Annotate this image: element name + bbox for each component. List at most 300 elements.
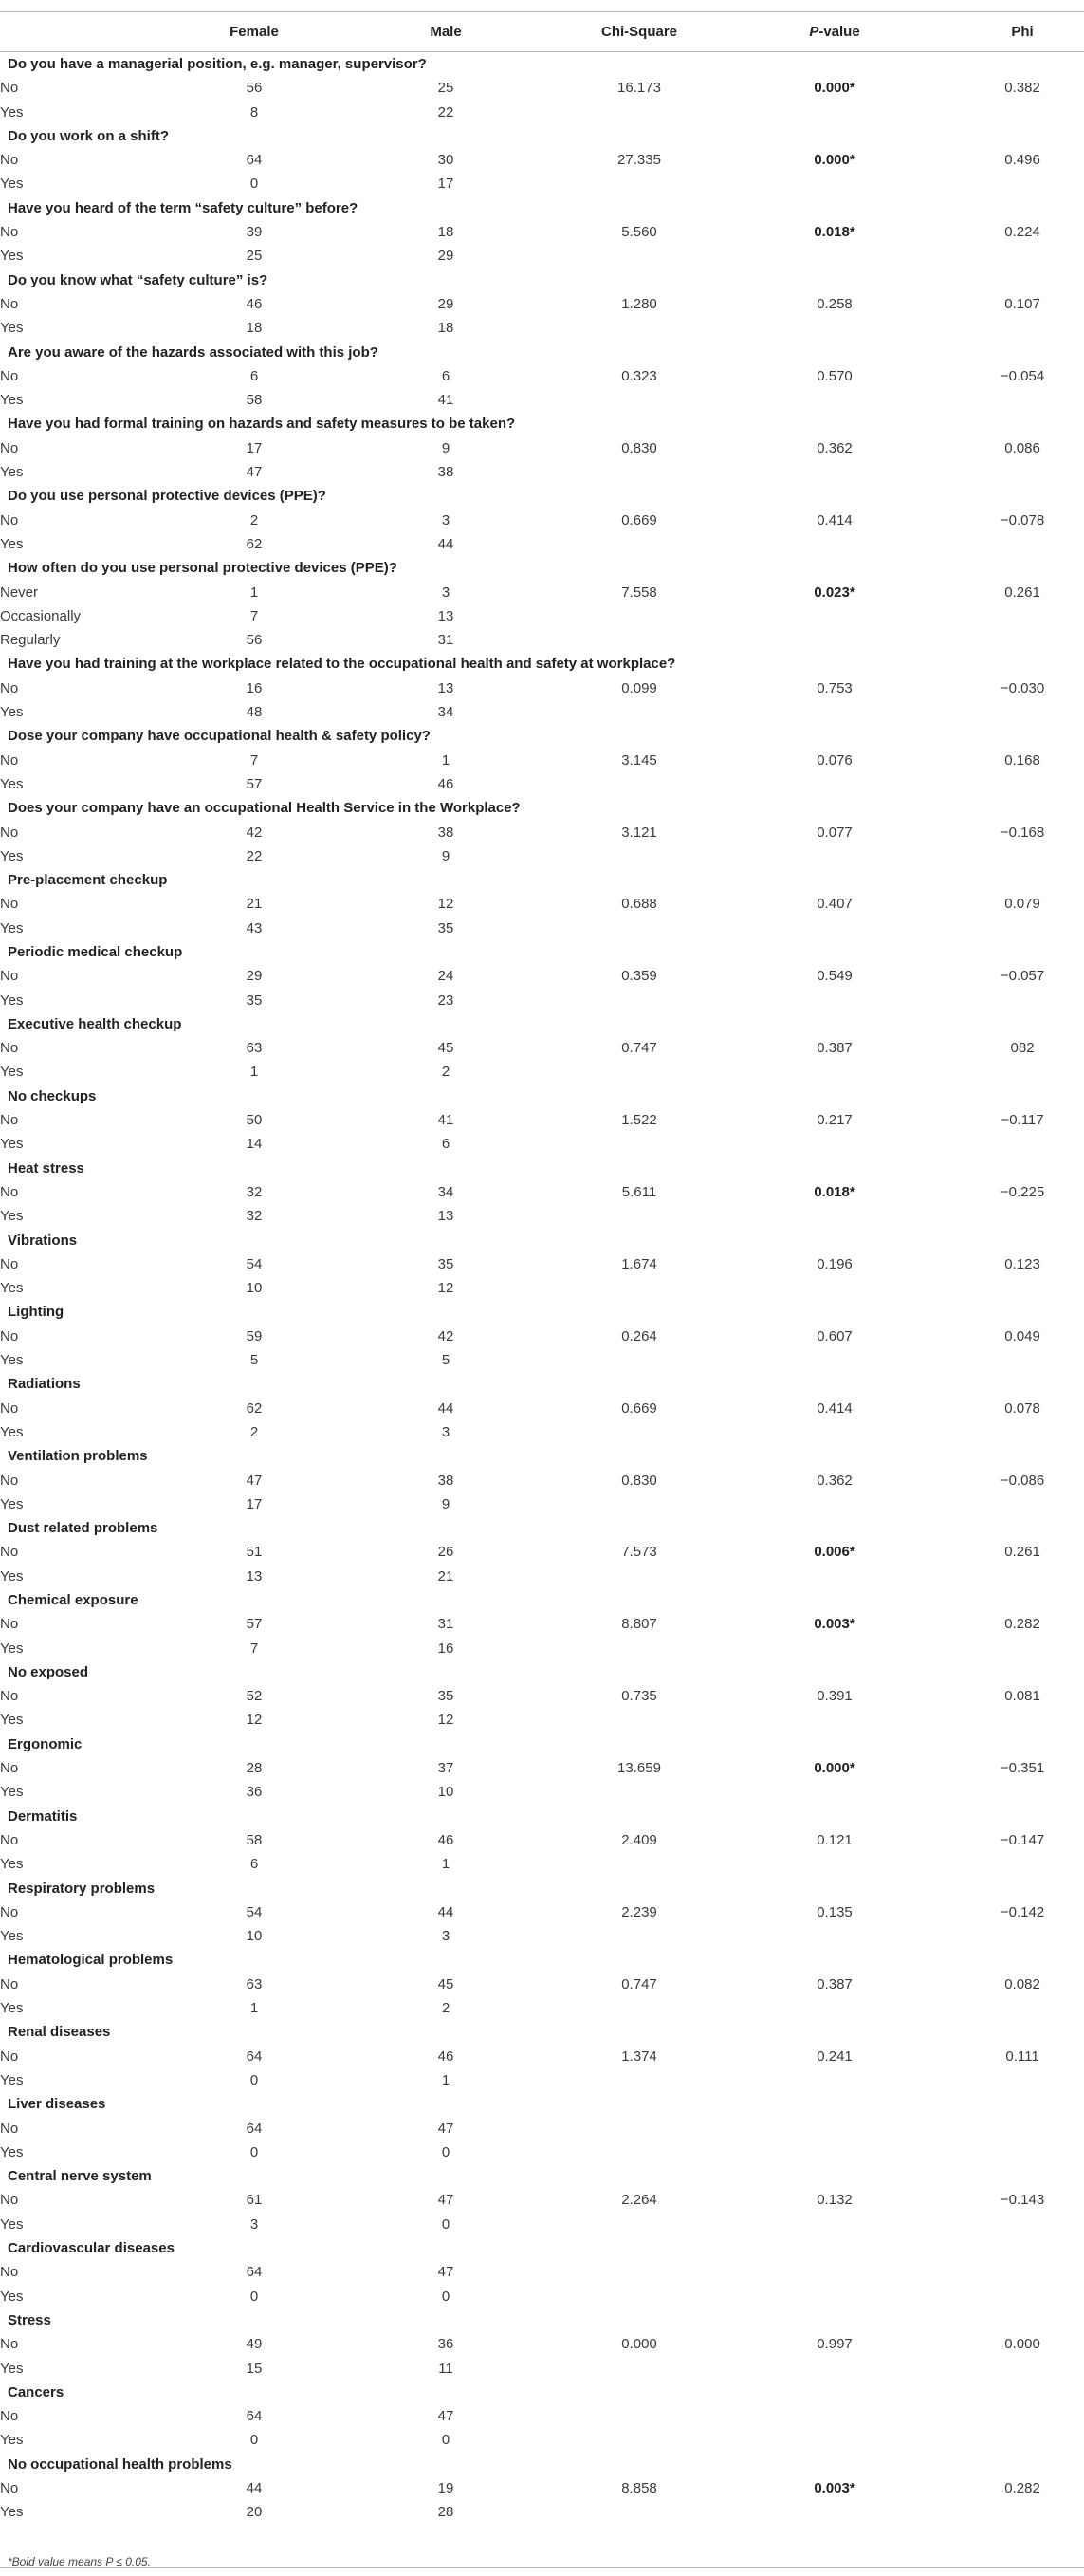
male-count: 26 (437, 1544, 454, 1561)
female-count: 0 (249, 2071, 259, 2088)
question-row (0, 2453, 1084, 2476)
table-row (0, 1637, 1084, 1660)
male-count: 29 (437, 295, 454, 312)
female-count: 58 (246, 1831, 263, 1848)
female-count: 51 (246, 1544, 263, 1561)
p-value (721, 1492, 910, 1516)
chi-square-value (531, 460, 721, 484)
p-value: 0.135 (817, 1903, 853, 1920)
row-label: Yes (0, 464, 24, 481)
p-value (721, 1780, 910, 1804)
female-count: 63 (246, 1975, 263, 1992)
header-p-italic: P (809, 24, 819, 40)
table-bottom-rule (0, 2567, 1084, 2568)
chi-square-value: 0.830 (621, 439, 657, 456)
question-row (0, 652, 1084, 676)
phi-value (910, 628, 1084, 652)
male-count: 35 (437, 1688, 454, 1705)
male-count: 0 (441, 2143, 450, 2160)
table-row (0, 1828, 1084, 1852)
male-count: 38 (437, 824, 454, 841)
chi-square-value: 0.264 (621, 1327, 657, 1344)
table-row (0, 1420, 1084, 1444)
female-count: 48 (246, 704, 263, 721)
male-count: 34 (437, 1183, 454, 1200)
male-count: 12 (437, 1280, 454, 1297)
p-value (721, 460, 910, 484)
phi-value (910, 460, 1084, 484)
table-row (0, 1756, 1084, 1780)
header-female: Female (230, 24, 279, 40)
chi-square-value: 27.335 (617, 152, 661, 169)
p-value (721, 532, 910, 556)
female-count: 25 (246, 248, 263, 265)
chi-square-value (531, 2213, 721, 2236)
phi-value: −0.143 (1000, 2192, 1045, 2209)
table-row (0, 220, 1084, 244)
table-row (0, 2045, 1084, 2068)
chi-square-value (531, 101, 721, 124)
male-count: 13 (437, 1208, 454, 1225)
question-text: Have you had training at the workplace related to the occupational health and safety at workplace? (8, 656, 676, 673)
female-count: 2 (249, 1423, 259, 1440)
question-row (0, 484, 1084, 508)
p-value: 0.003* (814, 1616, 855, 1633)
p-value: 0.753 (817, 679, 853, 696)
p-value (721, 700, 910, 724)
female-count: 54 (246, 1903, 263, 1920)
table-row (0, 460, 1084, 484)
table-row (0, 1996, 1084, 2020)
question-row (0, 1516, 1084, 1540)
p-value: 0.607 (817, 1327, 853, 1344)
male-count: 41 (437, 392, 454, 409)
question-text: Vibrations (8, 1232, 78, 1249)
male-count: 47 (437, 2120, 454, 2137)
phi-value: −0.086 (1000, 1472, 1045, 1489)
phi-value (910, 1996, 1084, 2020)
chi-square-value: 1.374 (621, 2048, 657, 2065)
male-count: 44 (437, 535, 454, 552)
table-row (0, 604, 1084, 628)
question-text: Dose your company have occupational health & safety policy? (8, 728, 431, 745)
phi-value (910, 1060, 1084, 1084)
phi-value (910, 1492, 1084, 1516)
p-value: 0.387 (817, 1975, 853, 1992)
male-count: 44 (437, 1399, 454, 1417)
row-label: Yes (0, 1567, 24, 1585)
row-label: Yes (0, 704, 24, 721)
male-count: 38 (437, 464, 454, 481)
row-label: Yes (0, 1856, 24, 1873)
chi-square-value (531, 388, 721, 412)
table-row (0, 1397, 1084, 1420)
question-row (0, 1012, 1084, 1036)
female-count: 57 (246, 775, 263, 792)
phi-value: 0.111 (1005, 2048, 1039, 2065)
phi-value (910, 1204, 1084, 1228)
chi-square-value (531, 1996, 721, 2020)
table-row (0, 1276, 1084, 1300)
question-row (0, 2164, 1084, 2188)
question-text: Do you know what “safety culture” is? (8, 271, 268, 288)
row-label: Yes (0, 2360, 24, 2377)
male-count: 3 (441, 1423, 450, 1440)
p-value (721, 844, 910, 868)
phi-value: 0.282 (1004, 2479, 1040, 2496)
p-value (721, 628, 910, 652)
table-row (0, 2332, 1084, 2356)
phi-value (910, 604, 1084, 628)
header-p-value (809, 24, 859, 40)
row-label: No (0, 824, 19, 841)
phi-value (910, 1348, 1084, 1372)
question-row (0, 2381, 1084, 2404)
male-count: 5 (441, 1352, 450, 1369)
p-value (721, 917, 910, 940)
question-row (0, 1588, 1084, 1612)
female-count: 56 (246, 632, 263, 649)
female-count: 21 (246, 896, 263, 913)
female-count: 1 (249, 1064, 259, 1081)
phi-value: −0.225 (1000, 1183, 1045, 1200)
question-row (0, 2020, 1084, 2044)
female-count: 64 (246, 2048, 263, 2065)
male-count: 11 (438, 2360, 453, 2377)
female-count: 3 (249, 2215, 259, 2233)
male-count: 2 (441, 2000, 450, 2017)
male-count: 0 (441, 2288, 450, 2305)
row-label: No (0, 679, 19, 696)
chi-square-value (531, 628, 721, 652)
table-row (0, 989, 1084, 1012)
table-row (0, 2357, 1084, 2381)
female-count: 54 (246, 1255, 263, 1272)
p-value (721, 1420, 910, 1444)
row-label: No (0, 1831, 19, 1848)
p-value (721, 989, 910, 1012)
table-row (0, 1204, 1084, 1228)
table-row (0, 436, 1084, 460)
phi-value: −0.168 (1000, 824, 1045, 841)
chi-square-value: 1.280 (621, 295, 657, 312)
female-count: 44 (246, 2479, 263, 2496)
question-text: Chemical exposure (8, 1592, 138, 1608)
male-count: 21 (437, 1567, 454, 1585)
female-count: 22 (246, 847, 263, 864)
row-label: No (0, 1616, 19, 1633)
chi-square-value: 1.674 (621, 1255, 657, 1272)
female-count: 6 (249, 1856, 259, 1873)
male-count: 46 (437, 2048, 454, 2065)
question-row (0, 124, 1084, 148)
female-count: 20 (246, 2504, 263, 2521)
question-row (0, 196, 1084, 220)
male-count: 1 (441, 2071, 450, 2088)
question-text: Have you heard of the term “safety culture” before? (8, 199, 358, 216)
row-label: Yes (0, 2215, 24, 2233)
table-row (0, 772, 1084, 796)
p-value (721, 772, 910, 796)
chi-square-value: 7.558 (621, 584, 657, 601)
table-row (0, 1900, 1084, 1924)
male-count: 12 (437, 1712, 454, 1729)
phi-value (910, 2428, 1084, 2452)
row-label: Yes (0, 248, 24, 265)
female-count: 64 (246, 2264, 263, 2281)
question-row (0, 2308, 1084, 2332)
table-body (0, 52, 1084, 2525)
p-value: 0.407 (817, 896, 853, 913)
male-count: 47 (437, 2264, 454, 2281)
table-row (0, 892, 1084, 916)
question-row (0, 1157, 1084, 1180)
question-row (0, 1733, 1084, 1756)
table-row (0, 1852, 1084, 1876)
p-value (721, 2500, 910, 2524)
chi-square-value (531, 2404, 721, 2428)
p-value: 0.121 (817, 1831, 853, 1848)
question-row (0, 1300, 1084, 1324)
table-row (0, 2117, 1084, 2140)
table-row (0, 244, 1084, 268)
phi-value (910, 2068, 1084, 2092)
phi-value (910, 2260, 1084, 2284)
p-value (721, 1204, 910, 1228)
p-value (721, 2357, 910, 2381)
table-row (0, 844, 1084, 868)
table-row (0, 1252, 1084, 1276)
row-label: Yes (0, 991, 24, 1009)
row-label: No (0, 152, 19, 169)
p-value: 0.217 (817, 1112, 853, 1129)
chi-square-value: 0.000 (621, 2336, 657, 2353)
p-value: 0.018* (814, 224, 855, 241)
row-label: No (0, 1975, 19, 1992)
question-text: Ventilation problems (8, 1448, 148, 1465)
question-text: How often do you use personal protective devices (PPE)? (8, 560, 397, 577)
male-count: 28 (437, 2504, 454, 2521)
female-count: 49 (246, 2336, 263, 2353)
table-row (0, 2404, 1084, 2428)
male-count: 6 (441, 367, 450, 384)
row-label: No (0, 1112, 19, 1129)
p-value (721, 1924, 910, 1948)
question-text: Liver diseases (8, 2096, 106, 2113)
table-row (0, 1540, 1084, 1564)
male-count: 41 (437, 1112, 454, 1129)
row-label: Yes (0, 392, 24, 409)
male-count: 42 (437, 1327, 454, 1344)
table-row (0, 2500, 1084, 2524)
male-count: 3 (441, 511, 450, 528)
p-value (721, 101, 910, 124)
male-count: 45 (437, 1040, 454, 1057)
male-count: 3 (441, 584, 450, 601)
phi-value: −0.142 (1000, 1903, 1045, 1920)
chi-square-value (531, 604, 721, 628)
row-label: No (0, 896, 19, 913)
p-value: 0.387 (817, 1040, 853, 1057)
phi-value: 0.086 (1004, 439, 1040, 456)
chi-square-value: 0.830 (621, 1472, 657, 1489)
question-text: Dermatitis (8, 1807, 78, 1825)
male-count: 34 (437, 704, 454, 721)
question-text: Do you work on a shift? (8, 127, 170, 144)
male-count: 19 (437, 2479, 454, 2496)
row-label: Yes (0, 847, 24, 864)
male-count: 0 (441, 2432, 450, 2449)
table-row (0, 509, 1084, 532)
question-text: Cardiovascular diseases (8, 2240, 175, 2257)
row-label: Yes (0, 2288, 24, 2305)
male-count: 18 (437, 320, 454, 337)
chi-square-value (531, 1565, 721, 1588)
phi-value: 0.079 (1004, 896, 1040, 913)
chi-square-value: 0.735 (621, 1688, 657, 1705)
phi-value (910, 772, 1084, 796)
female-count: 32 (246, 1208, 263, 1225)
male-count: 35 (437, 1255, 454, 1272)
phi-value (910, 532, 1084, 556)
chi-square-value (531, 1780, 721, 1804)
p-value (721, 1708, 910, 1732)
phi-value (910, 2404, 1084, 2428)
phi-value: −0.147 (1000, 1831, 1045, 1848)
table-row (0, 388, 1084, 412)
table-row (0, 1973, 1084, 1996)
p-value (721, 172, 910, 195)
phi-value (910, 244, 1084, 268)
chi-square-value: 0.099 (621, 679, 657, 696)
p-value: 0.997 (817, 2336, 853, 2353)
chi-square-value: 1.522 (621, 1112, 657, 1129)
phi-value: −0.078 (1000, 511, 1045, 528)
male-count: 9 (441, 439, 450, 456)
row-label: Yes (0, 2504, 24, 2521)
p-value: 0.414 (817, 511, 853, 528)
chi-square-value (531, 2500, 721, 2524)
question-row (0, 940, 1084, 964)
table-row (0, 76, 1084, 100)
male-count: 16 (437, 1640, 454, 1657)
p-value: 0.258 (817, 295, 853, 312)
table-row (0, 1036, 1084, 1060)
row-label: No (0, 1760, 19, 1777)
table-row (0, 316, 1084, 340)
header-male: Male (430, 24, 462, 40)
p-value (721, 604, 910, 628)
chi-square-value: 3.145 (621, 751, 657, 769)
row-label: Yes (0, 103, 24, 120)
table-row (0, 1612, 1084, 1636)
chi-square-value: 0.688 (621, 896, 657, 913)
question-text: Do you use personal protective devices (PPE)? (8, 488, 326, 505)
chi-square-value (531, 1852, 721, 1876)
phi-value (910, 1708, 1084, 1732)
phi-value: 082 (1010, 1040, 1035, 1057)
phi-value (910, 2285, 1084, 2308)
female-count: 10 (246, 1280, 263, 1297)
table-row (0, 964, 1084, 988)
row-label: No (0, 751, 19, 769)
chi-square-value: 7.573 (621, 1544, 657, 1561)
female-count: 13 (246, 1567, 263, 1585)
table-row (0, 581, 1084, 604)
female-count: 64 (246, 152, 263, 169)
phi-value: 0.261 (1004, 584, 1040, 601)
chi-square-value: 2.409 (621, 1831, 657, 1848)
male-count: 38 (437, 1472, 454, 1489)
female-count: 62 (246, 535, 263, 552)
chi-square-value (531, 2285, 721, 2308)
chi-square-value (531, 2260, 721, 2284)
phi-value: 0.282 (1004, 1616, 1040, 1633)
chi-square-value (531, 172, 721, 195)
male-count: 0 (441, 2215, 450, 2233)
row-label: No (0, 224, 19, 241)
female-count: 61 (246, 2192, 263, 2209)
female-count: 12 (246, 1712, 263, 1729)
female-count: 59 (246, 1327, 263, 1344)
p-value: 0.000* (814, 80, 855, 97)
table-row (0, 148, 1084, 172)
p-value: 0.006* (814, 1544, 855, 1561)
female-count: 56 (246, 80, 263, 97)
question-text: Central nerve system (8, 2168, 152, 2185)
female-count: 17 (246, 439, 263, 456)
question-text: No occupational health problems (8, 2456, 232, 2473)
phi-value (910, 316, 1084, 340)
phi-value (910, 172, 1084, 195)
chi-square-value (531, 1348, 721, 1372)
chi-square-value: 2.239 (621, 1903, 657, 1920)
male-count: 13 (437, 607, 454, 624)
question-text: Stress (8, 2311, 51, 2328)
phi-value: −0.057 (1000, 968, 1045, 985)
phi-value (910, 2213, 1084, 2236)
p-value (721, 316, 910, 340)
header-phi: Phi (1011, 24, 1034, 40)
female-count: 63 (246, 1040, 263, 1057)
p-value (721, 1852, 910, 1876)
p-value: 0.023* (814, 584, 855, 601)
female-count: 35 (246, 991, 263, 1009)
table-row (0, 2188, 1084, 2212)
phi-value: 0.224 (1004, 224, 1040, 241)
chi-square-value (531, 989, 721, 1012)
female-count: 1 (249, 2000, 259, 2017)
female-count: 5 (249, 1352, 259, 1369)
question-row (0, 724, 1084, 748)
female-count: 42 (246, 824, 263, 841)
p-value (721, 1276, 910, 1300)
chi-square-value (531, 2140, 721, 2164)
question-text: Dust related problems (8, 1520, 158, 1537)
chi-square-value (531, 700, 721, 724)
phi-value (910, 2140, 1084, 2164)
chi-square-value: 0.669 (621, 1399, 657, 1417)
male-count: 29 (437, 248, 454, 265)
phi-value (910, 1637, 1084, 1660)
p-value (721, 1132, 910, 1156)
chi-square-value (531, 244, 721, 268)
male-count: 46 (437, 1831, 454, 1848)
question-row (0, 556, 1084, 580)
question-row (0, 796, 1084, 820)
row-label: No (0, 367, 19, 384)
female-count: 15 (246, 2360, 263, 2377)
